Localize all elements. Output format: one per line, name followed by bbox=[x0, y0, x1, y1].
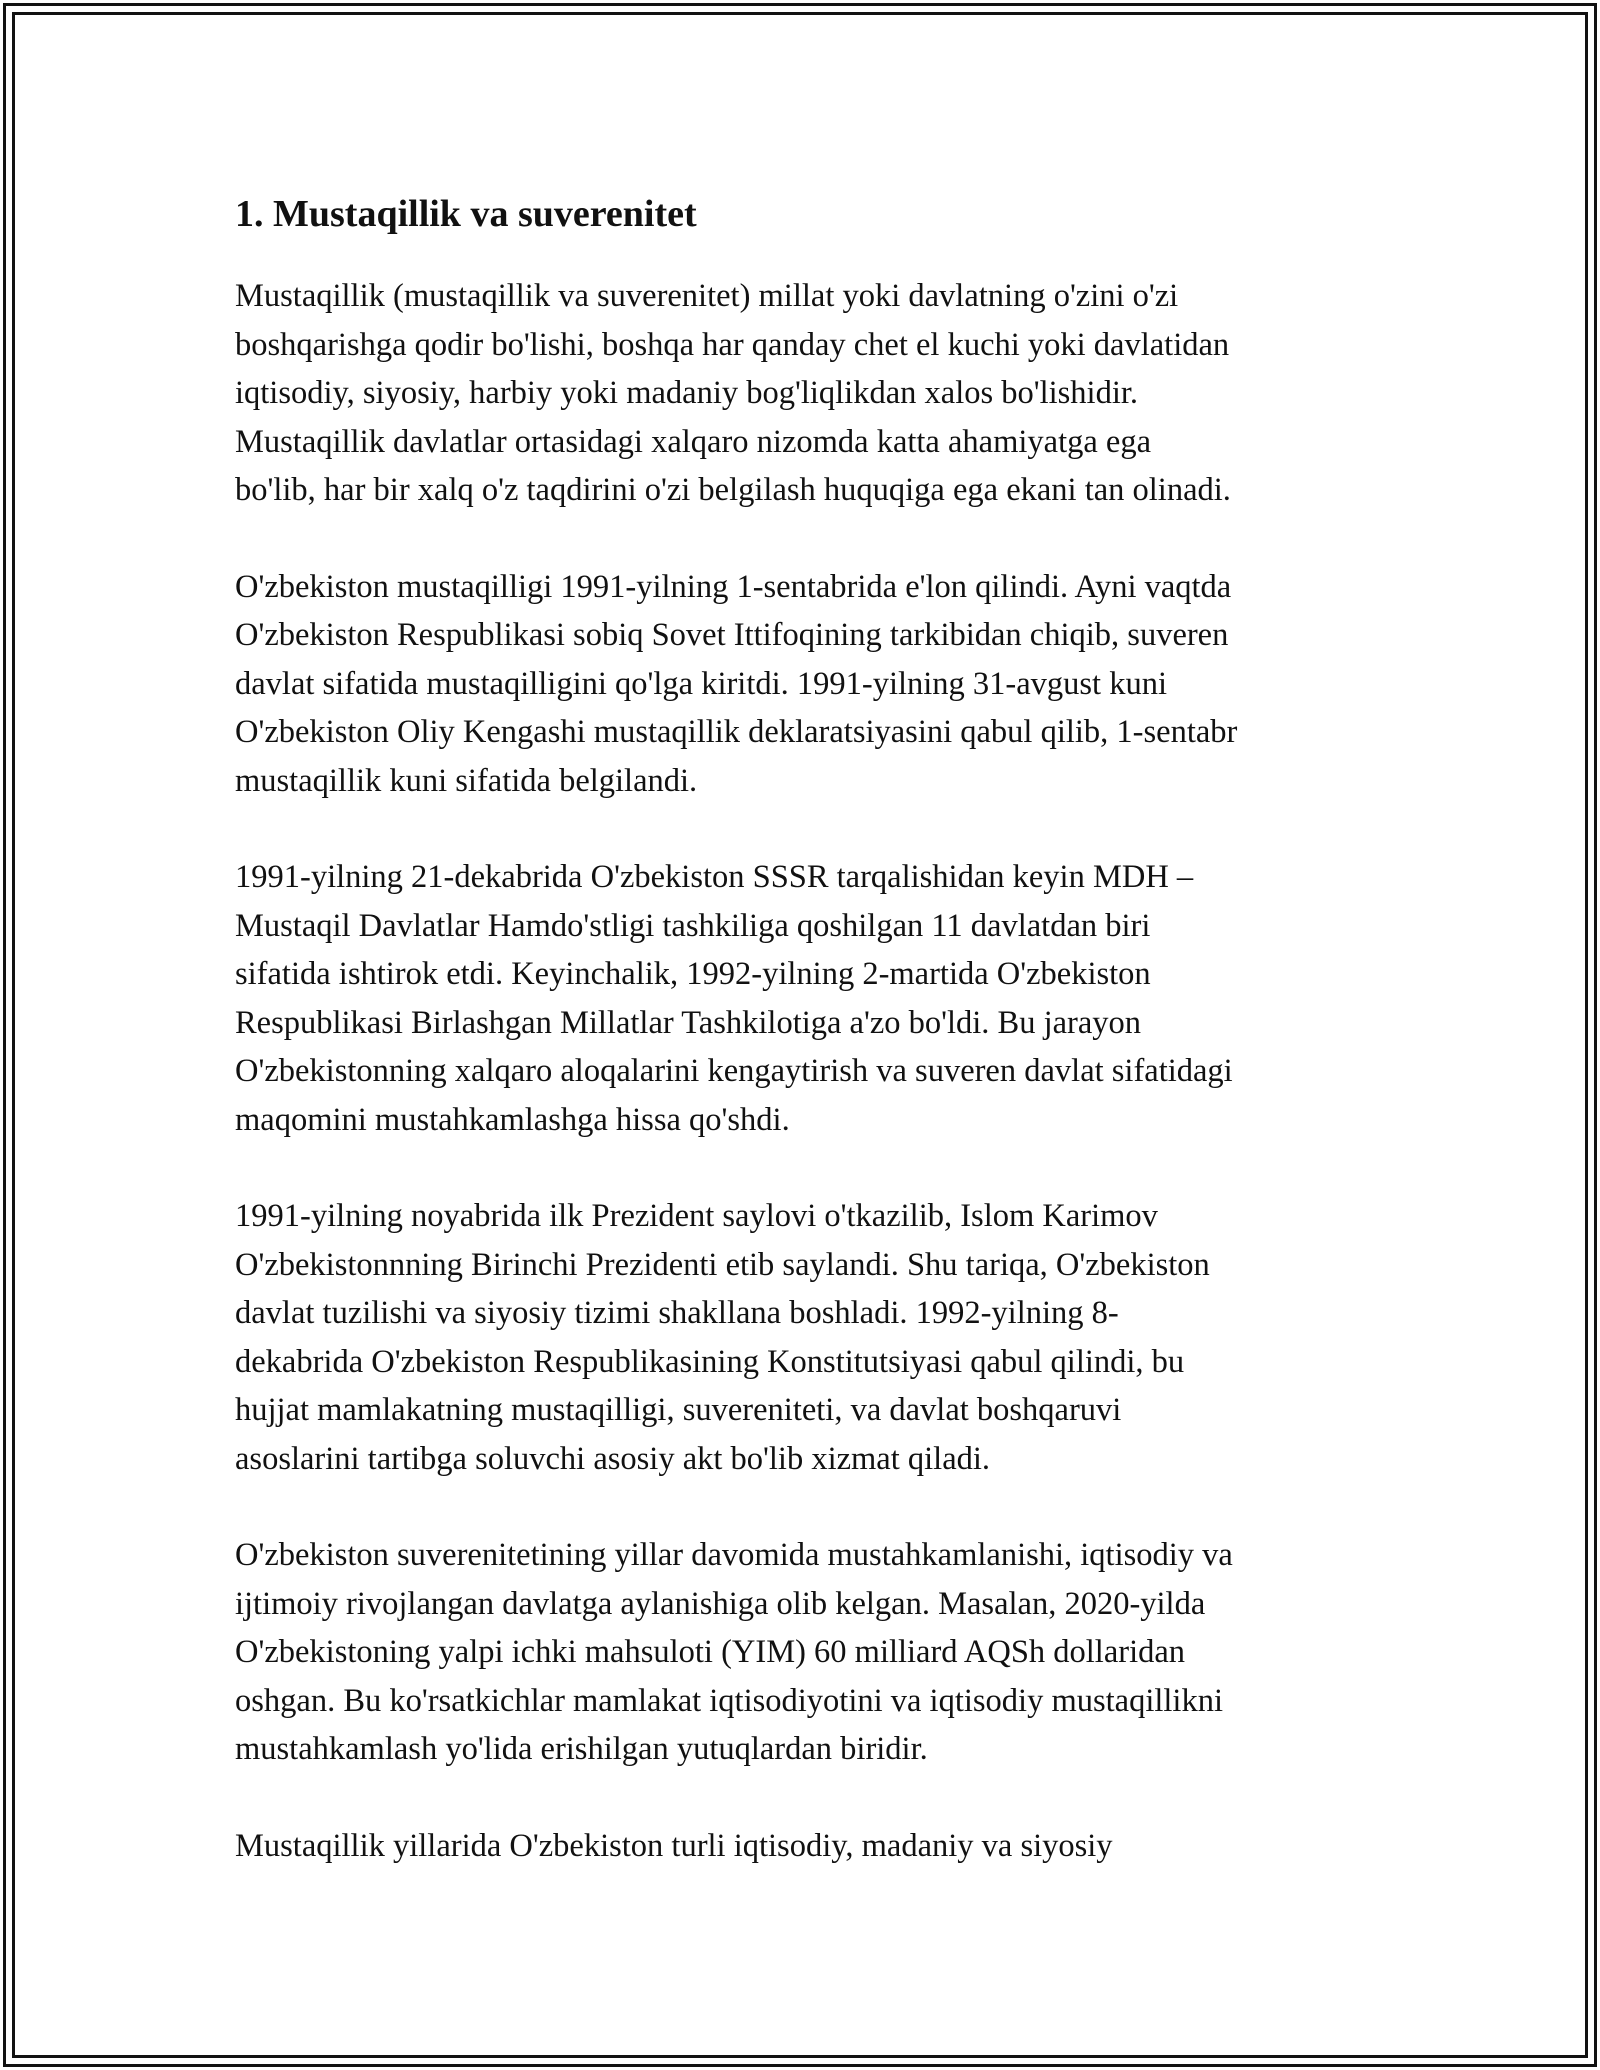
text-line: oshgan. Bu ko'rsatkichlar mamlakat iqtisodiyotini va iqtisodiy mustaqillikni bbox=[235, 1682, 1223, 1719]
paragraph-1 bbox=[235, 272, 1375, 515]
section-heading: 1. Mustaqillik va suverenitet bbox=[235, 193, 697, 235]
text-line: mustaqillik kuni sifatida belgilandi. bbox=[235, 762, 698, 799]
paragraph-4 bbox=[235, 1192, 1375, 1483]
text-line: asoslarini tartibga soluvchi asosiy akt bo'lib xizmat qiladi. bbox=[235, 1440, 991, 1477]
text-line: boshqarishga qodir bo'lishi, boshqa har qanday chet el kuchi yoki davlatidan bbox=[235, 326, 1230, 363]
text-line: ijtimoiy rivojlangan davlatga aylanishiga olib kelgan. Masalan, 2020-yilda bbox=[235, 1585, 1206, 1622]
text-line: O'zbekiston Oliy Kengashi mustaqillik deklaratsiyasini qabul qilib, 1-sentabr bbox=[235, 714, 1238, 750]
text-line: 1991-yilning 21-dekabrida O'zbekiston SSSR tarqalishidan keyin MDH – bbox=[235, 859, 1194, 895]
text-line: maqomini mustahkamlashga hissa qo'shdi. bbox=[235, 1101, 790, 1138]
paragraph-3 bbox=[235, 853, 1375, 1144]
paragraph-5 bbox=[235, 1531, 1375, 1774]
text-line: Mustaqillik davlatlar ortasidagi xalqaro nizomda katta ahamiyatga ega bbox=[235, 423, 1151, 460]
text-line: Mustaqil Davlatlar Hamdo'stligi tashkiliga qoshilgan 11 davlatdan biri bbox=[235, 907, 1151, 944]
document-body bbox=[235, 188, 1375, 1918]
text-line: O'zbekiston suverenitetining yillar davomida mustahkamlanishi, iqtisodiy va bbox=[235, 1537, 1233, 1573]
paragraph-6 bbox=[235, 1822, 1375, 1871]
text-line: Respublikasi Birlashgan Millatlar Tashkilotiga a'zo bo'ldi. Bu jarayon bbox=[235, 1004, 1142, 1041]
text-line: O'zbekistonnning Birinchi Prezidenti etib saylandi. Shu tariqa, O'zbekiston bbox=[235, 1246, 1210, 1283]
text-line: O'zbekiston Respublikasi sobiq Sovet Ittifoqining tarkibidan chiqib, suveren bbox=[235, 617, 1229, 653]
text-line: mustahkamlash yo'lida erishilgan yutuqlardan biridir. bbox=[235, 1731, 928, 1767]
text-line: dekabrida O'zbekiston Respublikasining Konstitutsiyasi qabul qilindi, bu bbox=[235, 1343, 1185, 1380]
text-line: iqtisodiy, siyosiy, harbiy yoki madaniy bog'liqlikdan xalos bo'lishidir. bbox=[235, 375, 1139, 411]
text-line: davlat tuzilishi va siyosiy tizimi shakllana boshladi. 1992-yilning 8- bbox=[235, 1295, 1119, 1331]
text-line: O'zbekistoning yalpi ichki mahsuloti (YIM) 60 milliard AQSh dollaridan bbox=[235, 1634, 1186, 1670]
text-line: 1991-yilning noyabrida ilk Prezident saylovi o'tkazilib, Islom Karimov bbox=[235, 1198, 1158, 1234]
text-line: davlat sifatida mustaqilligini qo'lga kiritdi. 1991-yilning 31-avgust kuni bbox=[235, 665, 1167, 702]
text-line: Mustaqillik (mustaqillik va suverenitet) millat yoki davlatning o'zini o'zi bbox=[235, 278, 1179, 314]
text-line: bo'lib, har bir xalq o'z taqdirini o'zi belgilash huquqiga ega ekani tan olinadi. bbox=[235, 472, 1231, 508]
text-line: Mustaqillik yillarida O'zbekiston turli iqtisodiy, madaniy va siyosiy bbox=[235, 1827, 1113, 1864]
text-line: O'zbekiston mustaqilligi 1991-yilning 1-sentabrida e'lon qilindi. Ayni vaqtda bbox=[235, 568, 1232, 605]
paragraph-2 bbox=[235, 563, 1375, 806]
text-line: sifatida ishtirok etdi. Keyinchalik, 1992-yilning 2-martida O'zbekiston bbox=[235, 956, 1151, 992]
text-line: O'zbekistonning xalqaro aloqalarini kengaytirish va suveren davlat sifatidagi bbox=[235, 1053, 1233, 1089]
text-line: hujjat mamlakatning mustaqilligi, suvereniteti, va davlat boshqaruvi bbox=[235, 1392, 1122, 1428]
